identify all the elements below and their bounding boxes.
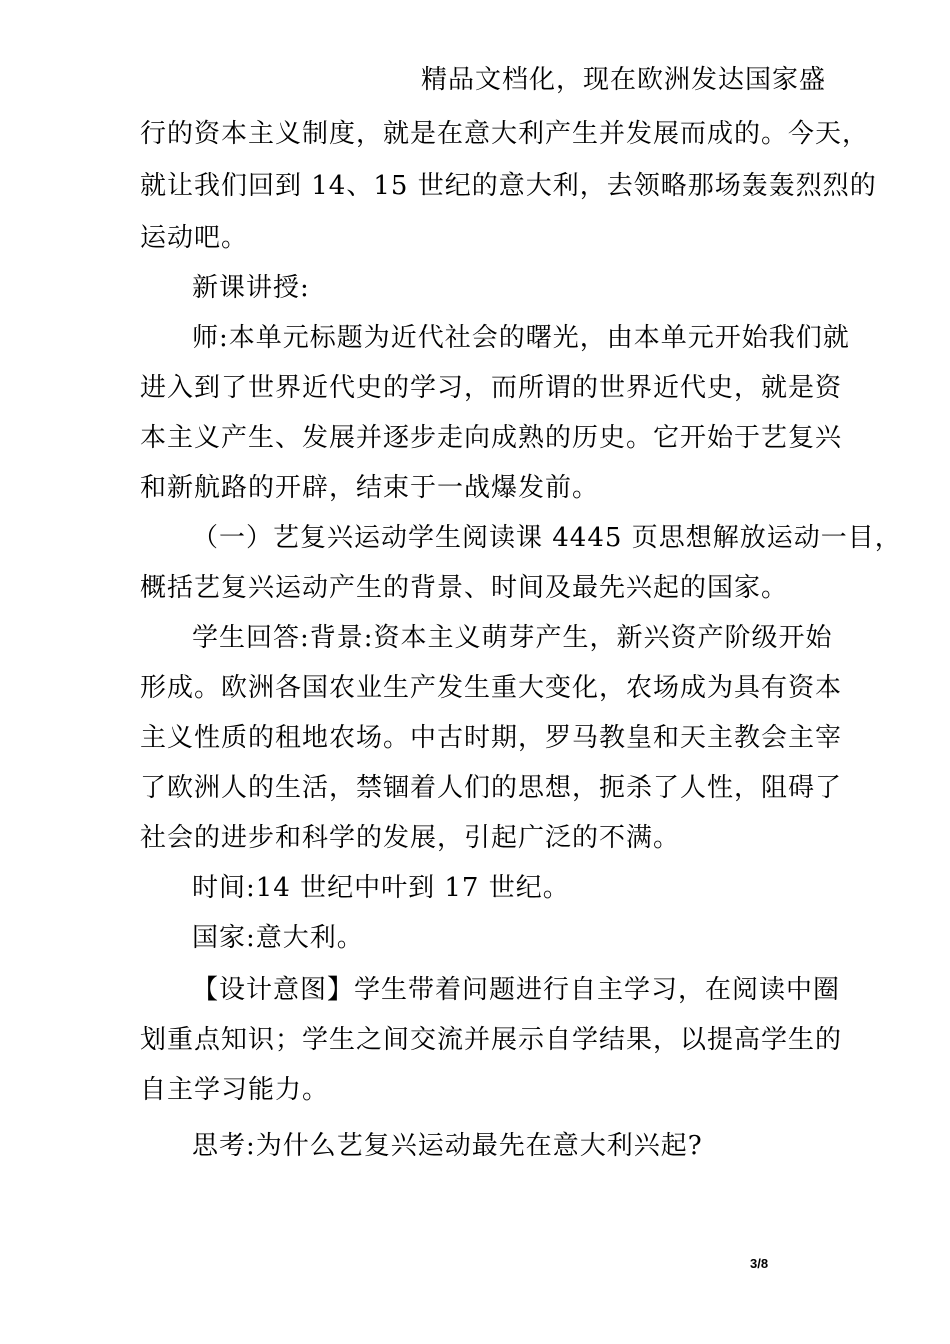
text-line: 概括艺复兴运动产生的背景、时间及最先兴起的国家。	[140, 573, 789, 603]
text-line: 运动吧。	[140, 223, 249, 253]
text-line: 学生回答:背景:资本主义萌芽产生，新兴资产阶级开始	[192, 623, 833, 653]
section-heading: 新课讲授:	[192, 273, 310, 303]
text-line: 自主学习能力。	[140, 1075, 330, 1105]
text-line: 思考:为什么艺复兴运动最先在意大利兴起?	[192, 1131, 703, 1161]
text-line: 主义性质的租地农场。中古时期，罗马教皇和天主教会主宰	[140, 723, 843, 753]
header-fragment: 精品文档化，现在欧洲发达国家盛	[421, 65, 827, 95]
text-line: 进入到了世界近代史的学习，而所谓的世界近代史，就是资	[140, 373, 843, 403]
text-line: 国家:意大利。	[192, 923, 364, 953]
text-line: （一）艺复兴运动学生阅读课 4445 页思想解放运动一目，	[192, 523, 902, 553]
text-line: 师:本单元标题为近代社会的曙光，由本单元开始我们就	[192, 323, 850, 353]
text-line: 了欧洲人的生活，禁锢着人们的思想，扼杀了人性，阻碍了	[140, 773, 843, 803]
text-line: 时间:14 世纪中叶到 17 世纪。	[192, 873, 570, 903]
text-line: 社会的进步和科学的发展，引起广泛的不满。	[140, 823, 681, 853]
text-line: 划重点知识；学生之间交流并展示自学结果，以提高学生的	[140, 1025, 843, 1055]
page-number: 3/8	[750, 1256, 769, 1271]
text-line: 本主义产生、发展并逐步走向成熟的历史。它开始于艺复兴	[140, 423, 843, 453]
text-line: 和新航路的开辟，结束于一战爆发前。	[140, 473, 600, 503]
text-line: 就让我们回到 14、15 世纪的意大利，去领略那场轰轰烈烈的	[140, 171, 877, 201]
text-line: 行的资本主义制度，就是在意大利产生并发展而成的。今天，	[140, 119, 870, 149]
text-line: 【设计意图】学生带着问题进行自主学习，在阅读中圈	[192, 975, 841, 1005]
text-line: 形成。欧洲各国农业生产发生重大变化，农场成为具有资本	[140, 673, 843, 703]
